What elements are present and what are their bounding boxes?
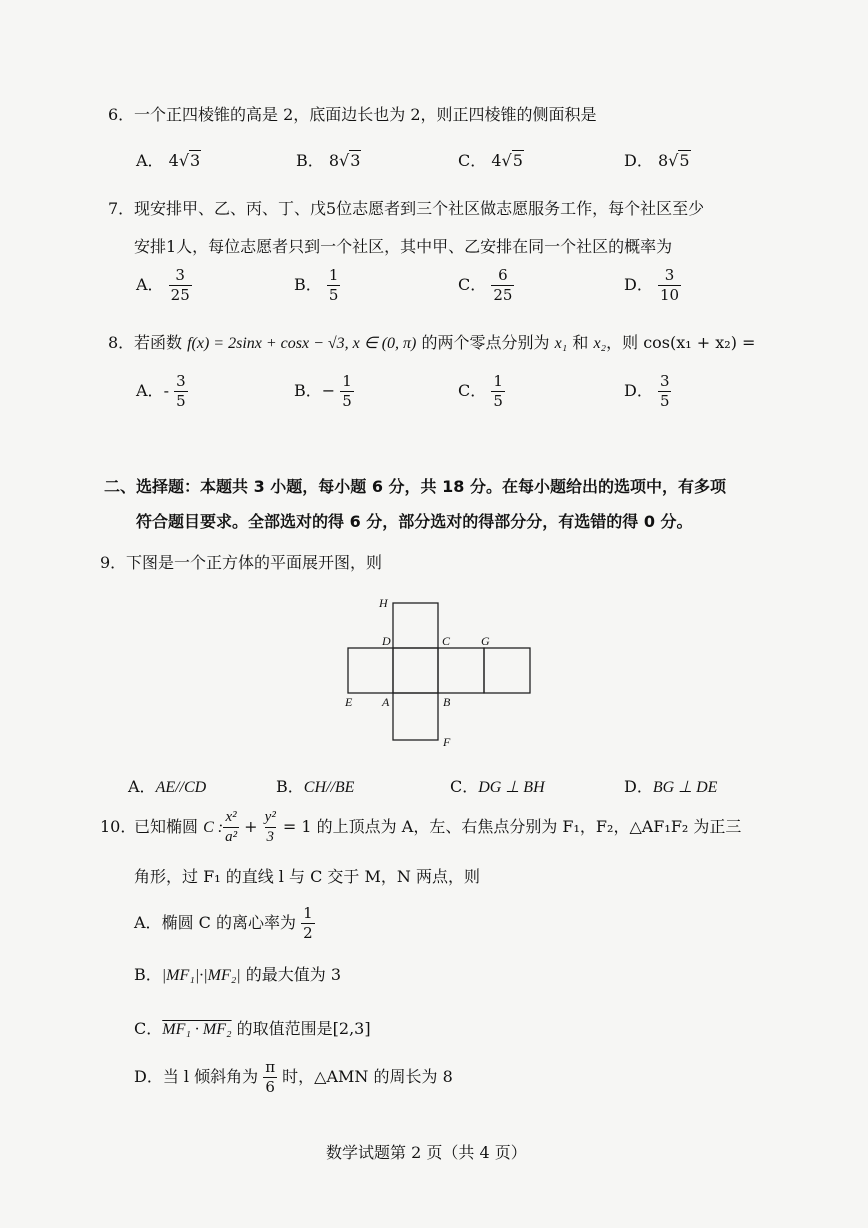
option-text: CH//BE <box>303 779 355 796</box>
numerator: 3 <box>659 372 670 390</box>
question-7-line-2: 安排1人，每位志愿者只到一个社区，其中甲、乙安排在同一个社区的概率为 <box>134 237 673 256</box>
fraction <box>174 374 188 409</box>
option-label: A． <box>134 913 162 932</box>
denominator: a² <box>225 829 238 845</box>
question-text: ，则 cos(x₁ + x₂) = <box>606 333 756 352</box>
question-number: 10． <box>100 817 137 836</box>
vertex-label-a: A <box>382 695 390 709</box>
question-9 <box>100 550 382 573</box>
section-2-instructions-line-2: 符合题目要求。全部选对的得 6 分，部分选对的得部分分，有选错的得 0 分。 <box>136 512 693 531</box>
radicand: 5 <box>512 151 523 170</box>
numerator: 1 <box>342 372 352 390</box>
option-label: C． <box>134 1019 163 1038</box>
question-text: 的上顶点为 A，左、右焦点分别为 F₁，F₂，△AF₁F₂ 为正三 <box>311 817 742 836</box>
option-label: C． <box>458 275 487 294</box>
q6-option-b[interactable] <box>296 148 361 171</box>
denominator: 5 <box>176 392 186 410</box>
q10-option-b[interactable] <box>134 962 341 985</box>
net-face-center <box>393 648 438 693</box>
vertex-label-c: C <box>442 634 451 648</box>
q8-option-c[interactable] <box>458 374 505 409</box>
question-text: 和 <box>567 333 594 352</box>
q7-option-c[interactable] <box>458 268 514 303</box>
numerator: 3 <box>175 266 185 284</box>
option-text: DG ⊥ BH <box>478 779 545 796</box>
radicand: 3 <box>350 151 361 170</box>
q6-option-c[interactable] <box>458 148 524 171</box>
option-text: 的取值范围是[2,3] <box>231 1019 371 1038</box>
numerator: y² <box>264 809 276 825</box>
option-text: BG ⊥ DE <box>652 779 718 796</box>
numerator: x² <box>225 809 237 825</box>
q6-option-d[interactable] <box>624 148 691 171</box>
fraction <box>491 374 505 409</box>
option-label: B． <box>294 381 322 400</box>
net-face-right <box>438 648 484 693</box>
ellipse-name: C : <box>203 819 224 836</box>
fraction <box>327 268 341 303</box>
question-text: 的两个零点分别为 <box>416 333 555 352</box>
q8-option-a[interactable] <box>136 374 188 409</box>
var-x2: x₂ <box>593 335 607 352</box>
denominator: 6 <box>265 1078 275 1096</box>
denominator: 5 <box>342 392 352 410</box>
option-coef: 4 <box>491 151 502 170</box>
fraction-x <box>223 810 239 845</box>
option-label: A． <box>136 151 164 170</box>
radicand: 3 <box>190 151 201 170</box>
sign: - <box>163 381 175 400</box>
option-label: D． <box>134 1067 163 1086</box>
q7-option-d[interactable] <box>624 268 681 303</box>
q10-option-c[interactable] <box>134 1016 371 1039</box>
option-label: A． <box>128 777 156 796</box>
section-2-instructions-line-1: 二、选择题：本题共 3 小题，每小题 6 分，共 18 分。在每小题给出的选项中，有多项 <box>104 477 726 496</box>
denominator: 10 <box>659 286 680 304</box>
q10-option-d[interactable] <box>134 1060 453 1095</box>
question-number: 9． <box>100 553 127 572</box>
fraction <box>491 268 514 303</box>
denominator: 25 <box>493 286 513 304</box>
equation-rest: = 1 <box>277 817 312 836</box>
option-coef: 8 <box>657 151 669 170</box>
plus-sign: + <box>239 817 263 836</box>
option-math: |MF₁|·|MF₂| <box>161 967 241 984</box>
numerator: 1 <box>328 266 339 284</box>
vertex-label-h: H <box>379 596 388 610</box>
numerator: 6 <box>498 266 508 284</box>
option-label: D． <box>624 381 653 400</box>
sqrt-symbol: √ <box>668 151 679 170</box>
numerator: 1 <box>303 904 313 922</box>
option-text: 时，△AMN 的周长为 8 <box>277 1067 453 1086</box>
question-8 <box>108 330 755 353</box>
question-7 <box>108 196 704 219</box>
option-label: B． <box>276 777 304 796</box>
fraction <box>340 374 354 409</box>
net-face-left <box>348 648 393 693</box>
option-text: 的最大值为 3 <box>240 965 342 984</box>
net-face-top <box>393 603 438 648</box>
question-text: 下图是一个正方体的平面展开图，则 <box>126 553 383 572</box>
fraction <box>263 1060 277 1095</box>
q10-option-a[interactable] <box>134 906 315 941</box>
question-10-line-2: 角形，过 F₁ 的直线 l 与 C 交于 M，N 两点，则 <box>134 867 480 886</box>
question-6 <box>108 102 597 125</box>
vertex-label-b: B <box>443 695 451 709</box>
question-number: 7． <box>108 199 135 218</box>
option-label: C． <box>458 381 487 400</box>
q9-option-d[interactable] <box>624 774 717 797</box>
net-face-far-right <box>484 648 530 693</box>
denominator: 5 <box>493 392 503 410</box>
q7-option-a[interactable] <box>136 268 192 303</box>
fraction <box>658 268 681 303</box>
q8-option-d[interactable] <box>624 374 671 409</box>
option-text: 当 l 倾斜角为 <box>162 1067 264 1086</box>
vertex-label-d: D <box>382 634 391 648</box>
option-label: A． <box>136 275 164 294</box>
fraction <box>658 374 672 409</box>
option-label: C． <box>458 151 487 170</box>
net-face-bottom <box>393 693 438 740</box>
fraction <box>301 906 315 941</box>
q9-option-c[interactable] <box>450 774 545 797</box>
sqrt-symbol: √ <box>178 151 190 170</box>
question-text: 若函数 <box>134 333 188 352</box>
vertex-label-f: F <box>443 735 451 749</box>
denominator: 2 <box>303 924 313 942</box>
option-label: D． <box>624 151 653 170</box>
numerator: 1 <box>493 372 503 390</box>
numerator: π <box>265 1058 276 1076</box>
radicand: 5 <box>679 151 690 170</box>
option-label: B． <box>294 275 322 294</box>
question-text: 一个正四棱锥的高是 2，底面边长也为 2，则正四棱锥的侧面积是 <box>134 105 597 124</box>
fraction <box>169 268 192 303</box>
question-text: 已知椭圆 <box>134 817 204 836</box>
cube-net-diagram <box>330 588 550 753</box>
denominator: 5 <box>659 392 670 410</box>
numerator: 3 <box>176 372 186 390</box>
sqrt-symbol: √ <box>501 151 512 170</box>
denominator: 5 <box>328 286 339 304</box>
vertex-label-g: G <box>481 634 490 648</box>
option-label: A． <box>136 381 164 400</box>
option-label: D． <box>624 777 653 796</box>
question-number: 8． <box>108 333 135 352</box>
fraction-y <box>263 810 278 845</box>
option-text: 椭圆 C 的离心率为 <box>161 913 302 932</box>
denominator: 25 <box>170 286 190 304</box>
q6-option-a[interactable] <box>136 148 201 171</box>
denominator: 3 <box>266 829 274 845</box>
option-label: B． <box>134 965 162 984</box>
option-coef: 4 <box>168 151 179 170</box>
option-coef: 8 <box>328 151 340 170</box>
q8-option-b[interactable] <box>294 374 354 409</box>
option-label: C． <box>450 777 479 796</box>
option-text: AE//CD <box>155 779 207 796</box>
function-expression: f(x) = 2sinx + cosx − √3, x ∈ (0, π) <box>187 335 417 352</box>
question-10 <box>100 810 741 845</box>
sign: − <box>321 381 336 400</box>
option-label: D． <box>624 275 653 294</box>
q9-option-b[interactable] <box>276 774 354 797</box>
option-math: MF₁ · MF₂ <box>162 1021 232 1038</box>
question-number: 6． <box>108 105 135 124</box>
numerator: 3 <box>664 266 675 284</box>
sqrt-symbol: √ <box>339 151 350 170</box>
option-label: B． <box>296 151 324 170</box>
vertex-label-e: E <box>345 695 353 709</box>
page-footer: 数学试题第 2 页（共 4 页） <box>326 1143 527 1162</box>
var-x1: x₁ <box>554 335 568 352</box>
q9-option-a[interactable] <box>128 774 206 797</box>
q7-option-b[interactable] <box>294 268 340 303</box>
question-text-line-1: 现安排甲、乙、丙、丁、戊5位志愿者到三个社区做志愿服务工作，每个社区至少 <box>134 199 705 218</box>
